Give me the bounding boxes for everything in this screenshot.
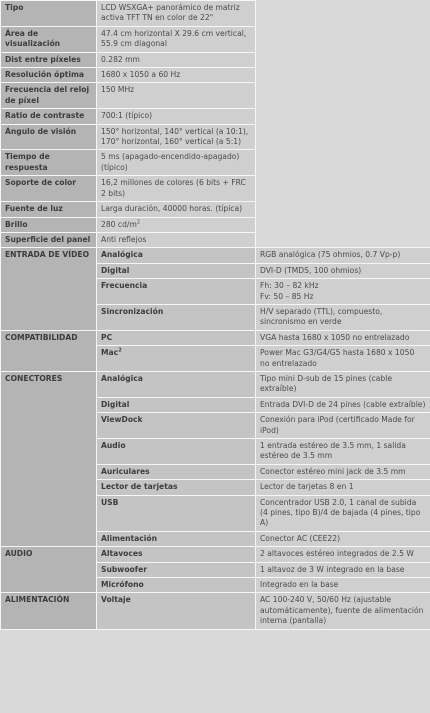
section-sublabel-text: Auriculares [101, 466, 150, 476]
section-value [256, 371, 430, 397]
spec-blank [256, 150, 430, 176]
section-value [256, 263, 430, 278]
spec-row [1, 217, 430, 232]
section-sublabel-text: Alimentación [101, 533, 158, 543]
spec-value [97, 232, 256, 247]
spec-value [97, 150, 256, 176]
section-value-text: VGA hasta 1680 x 1050 no entrelazado [260, 332, 410, 342]
section-sublabel [97, 263, 256, 278]
spec-value-text: 280 cd/m [101, 219, 137, 229]
section-value-text: RGB analógica (75 ohmios, 0.7 Vp-p) [260, 250, 401, 260]
spec-blank [256, 83, 430, 109]
section-value-text: Concentrador USB 2.0, 1 canal de subida (4 pines, tipo B)/4 de bajada (4 pines, tipo A) [260, 497, 421, 528]
section-sublabel-text: USB [101, 497, 119, 507]
spec-blank [256, 68, 430, 83]
section-row [1, 248, 430, 263]
spec-row [1, 232, 430, 247]
spec-blank [256, 176, 430, 202]
spec-value-text: 1680 x 1050 a 60 Hz [101, 70, 181, 80]
section-sublabel [97, 562, 256, 577]
spec-row [1, 124, 430, 150]
spec-blank [256, 232, 430, 247]
section-value-text: Conexión para iPod (certificado Made for iPod) [260, 415, 415, 435]
spec-label: Ángulo de visión [1, 124, 97, 150]
spec-value-text: 0.282 mm [101, 54, 140, 64]
section-value [256, 304, 430, 330]
spec-table-body [1, 1, 430, 630]
section-value [256, 279, 430, 305]
spec-value-text: 150° horizontal, 140° vertical (a 10:1), 170° horizontal, 160° vertical (a 5:1) [101, 126, 249, 147]
spec-value-text: Anti reflejos [101, 234, 147, 244]
spec-value-text: 700:1 (típico) [101, 111, 153, 121]
section-value [256, 464, 430, 479]
section-value [256, 397, 430, 412]
section-sublabel-text: PC [101, 332, 113, 342]
section-sublabel-text: ViewDock [101, 415, 143, 425]
section-sublabel-text: Analógica [101, 373, 143, 383]
spec-value [97, 217, 256, 232]
section-value-text: Lector de tarjetas 8 en 1 [260, 482, 354, 492]
section-value-text: Integrado en la base [260, 580, 339, 590]
section-value [256, 480, 430, 495]
section-title: CONECTORES [1, 371, 97, 546]
section-value-text: Tipo mini D-sub de 15 pines (cable extraíble) [260, 373, 392, 394]
section-sublabel [97, 547, 256, 562]
section-sublabel [97, 346, 256, 372]
spec-value-text: LCD WSXGA+ panorámico de matriz activa TFT TN en color de 22" [101, 3, 240, 23]
spec-value [97, 109, 256, 124]
section-sublabel-text: Subwoofer [101, 564, 147, 574]
section-value [256, 578, 430, 593]
spec-row [1, 1, 430, 27]
spec-value [97, 1, 256, 27]
spec-row [1, 176, 430, 202]
spec-label: Resolución óptima [1, 68, 97, 83]
spec-blank [256, 52, 430, 67]
section-sublabel [97, 330, 256, 345]
section-sublabel [97, 593, 256, 629]
section-value-text: Conector estéreo mini jack de 3.5 mm [260, 466, 406, 476]
spec-blank [256, 26, 430, 52]
spec-row [1, 68, 430, 83]
spec-value-text: Larga duración, 40000 horas. (típica) [101, 204, 243, 214]
section-title: COMPATIBILIDAD [1, 330, 97, 371]
section-sublabel-sup: 2 [118, 347, 122, 354]
section-sublabel [97, 531, 256, 546]
section-sublabel [97, 304, 256, 330]
spec-row [1, 52, 430, 67]
section-value-text: 1 entrada estéreo de 3.5 mm, 1 salida estéreo de 3.5 mm [260, 441, 406, 461]
section-title: ENTRADA DE VÍDEO [1, 248, 97, 330]
spec-value-sup: 2 [136, 218, 141, 225]
spec-label: Tipo [1, 1, 97, 27]
spec-value-text: 5 ms (apagado-encendido-apagado) (típico) [101, 152, 240, 172]
section-value [256, 547, 430, 562]
section-sublabel [97, 413, 256, 439]
spec-row [1, 83, 430, 109]
section-value [256, 495, 430, 531]
section-sublabel-text: Voltaje [101, 595, 131, 605]
section-sublabel [97, 464, 256, 479]
section-title: ALIMENTACIÓN [1, 593, 97, 629]
section-sublabel [97, 371, 256, 397]
spec-label: Soporte de color [1, 176, 97, 202]
section-title: AUDIO [1, 547, 97, 593]
spec-value-text: 47.4 cm horizontal X 29.6 cm vertical, 55.9 cm diagonal [101, 28, 247, 49]
section-value-text: 2 altavoces estéreo integrados de 2.5 W [260, 549, 414, 559]
section-sublabel [97, 578, 256, 593]
section-sublabel-text: Mac [101, 348, 119, 358]
spec-value-text: 16,2 millones de colores (6 bits + FRC 2 bits) [101, 178, 246, 198]
section-sublabel [97, 495, 256, 531]
section-sublabel-text: Lector de tarjetas [101, 482, 178, 492]
section-row [1, 371, 430, 397]
spec-blank [256, 217, 430, 232]
spec-blank [256, 1, 430, 27]
spec-label: Ratio de contraste [1, 109, 97, 124]
section-sublabel-text: Frecuencia [101, 281, 148, 291]
spec-value [97, 68, 256, 83]
section-sublabel [97, 480, 256, 495]
spec-value-text: 150 MHz [101, 85, 135, 95]
section-value-text: Conector AC (CEE22) [260, 533, 341, 543]
section-value-text: Power Mac G3/G4/G5 hasta 1680 x 1050 no entrelazado [260, 348, 415, 368]
section-row [1, 547, 430, 562]
spec-label: Tiempo de respuesta [1, 150, 97, 176]
spec-label: Superficie del panel [1, 232, 97, 247]
section-value [256, 413, 430, 439]
section-value-text: H/V separado (TTL), compuesto, sincronismo en verde [260, 306, 383, 327]
section-sublabel-text: Audio [101, 441, 126, 450]
section-sublabel-text: Altavoces [101, 549, 143, 559]
section-value-text: Entrada DVI-D de 24 pines (cable extraíble) [260, 399, 426, 409]
section-sublabel-text: Micrófono [101, 580, 144, 590]
section-value [256, 562, 430, 577]
spec-row [1, 26, 430, 52]
spec-row [1, 109, 430, 124]
spec-value [97, 26, 256, 52]
section-sublabel-text: Digital [101, 399, 130, 409]
section-value-text: AC 100-240 V, 50/60 Hz (ajustable automáticamente), fuente de alimentación interna (pantalla) [260, 595, 424, 626]
spec-blank [256, 124, 430, 150]
spec-blank [256, 109, 430, 124]
section-sublabel-text: Digital [101, 265, 130, 275]
spec-blank [256, 202, 430, 217]
section-row [1, 593, 430, 629]
section-row [1, 330, 430, 345]
spec-label: Dist entre píxeles [1, 52, 97, 67]
spec-label: Frecuencia del reloj de píxel [1, 83, 97, 109]
section-value-text: DVI-D (TMDS, 100 ohmios) [260, 265, 362, 275]
section-sublabel [97, 248, 256, 263]
spec-row [1, 202, 430, 217]
section-sublabel-text: Sincronización [101, 306, 164, 316]
section-value [256, 439, 430, 465]
section-sublabel [97, 439, 256, 465]
section-sublabel [97, 397, 256, 412]
spec-value [97, 176, 256, 202]
spec-label: Área de visualización [1, 26, 97, 52]
section-value [256, 330, 430, 345]
section-sublabel-text: Analógica [101, 250, 143, 260]
section-value [256, 531, 430, 546]
section-value [256, 248, 430, 263]
spec-value [97, 124, 256, 150]
spec-value [97, 52, 256, 67]
spec-label: Fuente de luz [1, 202, 97, 217]
section-value-text: 1 altavoz de 3 W integrado en la base [260, 564, 405, 574]
spec-row [1, 150, 430, 176]
section-sublabel [97, 279, 256, 305]
section-value [256, 593, 430, 629]
spec-value [97, 83, 256, 109]
section-value-text: Fh: 30 – 82 kHz Fv: 50 – 85 Hz [260, 281, 319, 301]
section-value [256, 346, 430, 372]
spec-label: Brillo [1, 217, 97, 232]
spec-value [97, 202, 256, 217]
